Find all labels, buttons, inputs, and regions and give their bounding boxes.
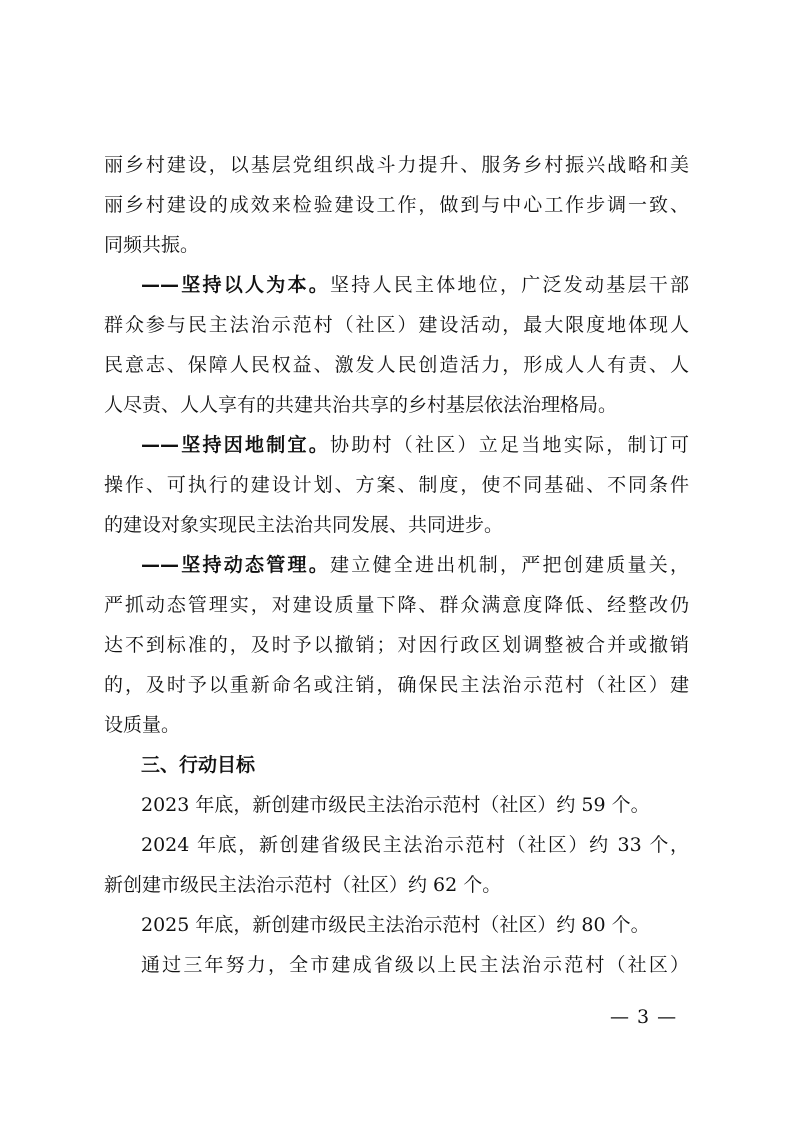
paragraph-dynamic-first-line: [141, 549, 689, 581]
goal-2023: 2023 年底，新创建市级民主法治示范村（社区）约 59 个。: [141, 794, 650, 816]
goal-2024-continued: 新创建市级民主法治示范村（社区）约 62 个。: [104, 874, 502, 896]
body-text: 建立健全进出机制，严把创建质量关，: [330, 554, 689, 576]
paragraph-people-first-line: [141, 269, 689, 301]
principle-lead-people: ——坚持以人为本。: [141, 274, 330, 296]
body-text-line: 民意志、保障人民权益、激发人民创造活力，形成人人有责、人: [104, 354, 689, 376]
body-text-line: 操作、可执行的建设计划、方案、制度，使不同基础、不同条件: [104, 474, 689, 496]
page-number: — 3 —: [610, 1006, 678, 1028]
body-text-line: 丽乡村建设，以基层党组织战斗力提升、服务乡村振兴战略和美: [104, 154, 689, 176]
body-text: 协助村（社区）立足当地实际，制订可: [330, 434, 689, 456]
principle-lead-local: ——坚持因地制宜。: [141, 434, 330, 456]
body-text-line: 同频共振。: [104, 234, 200, 256]
paragraph-local-first-line: [141, 429, 689, 461]
body-text-line: 丽乡村建设的成效来检验建设工作，做到与中心工作步调一致、: [104, 194, 689, 216]
body-text-line: 严抓动态管理实，对建设质量下降、群众满意度降低、经整改仍: [104, 594, 689, 616]
goal-2024: 2024 年底，新创建省级民主法治示范村（社区）约 33 个，: [141, 834, 689, 856]
body-text-line: 设质量。: [104, 714, 181, 736]
body-text-line: 人尽责、人人享有的共建共治共享的乡村基层依法治理格局。: [104, 394, 618, 416]
body-text-line: 达不到标准的，及时予以撤销；对因行政区划调整被合并或撤销: [104, 634, 689, 656]
body-text-line: 群众参与民主法治示范村（社区）建设活动，最大限度地体现人: [104, 314, 689, 336]
body-text: 坚持人民主体地位，广泛发动基层干部: [330, 274, 689, 296]
section-heading: 三、行动目标: [141, 754, 256, 776]
goal-2025: 2025 年底，新创建市级民主法治示范村（社区）约 80 个。: [141, 914, 650, 936]
goal-three-years: 通过三年努力，全市建成省级以上民主法治示范村（社区）: [141, 954, 689, 976]
body-text-line: 的建设对象实现民主法治共同发展、共同进步。: [104, 514, 504, 536]
body-text-line: 的，及时予以重新命名或注销，确保民主法治示范村（社区）建: [104, 674, 689, 696]
principle-lead-dynamic: ——坚持动态管理。: [141, 554, 330, 576]
